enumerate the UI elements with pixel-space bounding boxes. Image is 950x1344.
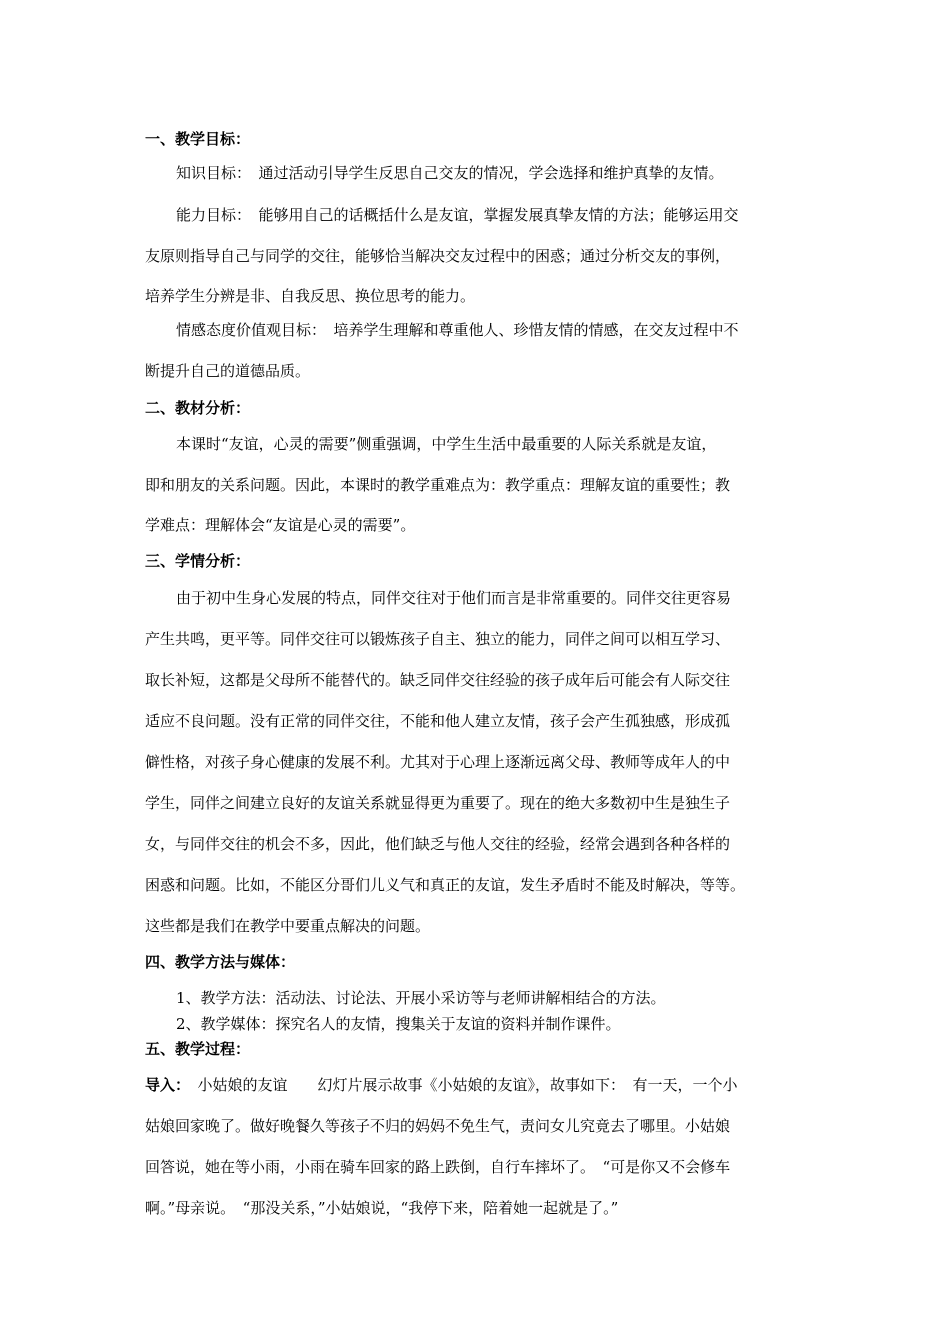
paragraph-line: 本课时“友谊，心灵的需要”侧重强调，中学生生活中最重要的人际关系就是友谊， — [176, 435, 717, 453]
intro-label: 导入： — [145, 1076, 183, 1094]
paragraph-line: 即和朋友的关系问题。因此，本课时的教学重难点为：教学重点：理解友谊的重要性；教 — [145, 476, 731, 494]
section-heading-methods: 四、教学方法与媒体： — [145, 953, 296, 971]
paragraph-line: 僻性格，对孩子身心健康的发展不利。尤其对于心理上逐渐远离父母、教师等成年人的中 — [145, 753, 731, 771]
paragraph-line: 姑娘回家晚了。做好晚餐久等孩子不归的妈妈不免生气，责问女儿究竟去了哪里。小姑娘 — [145, 1117, 731, 1135]
paragraph-line: 能力目标： 能够用自己的话概括什么是友谊，掌握发展真挚友情的方法；能够运用交 — [176, 206, 739, 224]
section-heading-learner: 三、学情分析： — [145, 552, 251, 570]
paragraph-line: 困惑和问题。比如，不能区分哥们儿义气和真正的友谊，发生矛盾时不能及时解决，等等。 — [145, 876, 746, 894]
section-heading-objectives: 一、教学目标： — [145, 130, 251, 148]
paragraph-line: 取长补短，这都是父母所不能替代的。缺乏同伴交往经验的孩子成年后可能会有人际交往 — [145, 671, 731, 689]
paragraph-line: 情感态度价值观目标： 培养学生理解和尊重他人、珍惜友情的情感，在交友过程中不 — [176, 321, 739, 339]
paragraph-line: 这些都是我们在教学中要重点解决的问题。 — [145, 917, 431, 935]
paragraph-line: 啊。”母亲说。 “那没关系，”小姑娘说，“我停下来，陪着她一起就是了。” — [145, 1199, 619, 1217]
paragraph-line: 学难点：理解体会“友谊是心灵的需要”。 — [145, 516, 416, 534]
paragraph-line: 培养学生分辨是非、自我反思、换位思考的能力。 — [145, 287, 476, 305]
list-item: 2、教学媒体：探究名人的友情，搜集关于友谊的资料并制作课件。 — [176, 1015, 621, 1033]
list-item: 1、教学方法：活动法、讨论法、开展小采访等与老师讲解相结合的方法。 — [176, 989, 666, 1007]
paragraph-line: 适应不良问题。没有正常的同伴交往，不能和他人建立友情，孩子会产生孤独感，形成孤 — [145, 712, 731, 730]
paragraph-line: 友原则指导自己与同学的交往，能够恰当解决交友过程中的困惑；通过分析交友的事例， — [145, 247, 731, 265]
paragraph-line: 学生，同伴之间建立良好的友谊关系就显得更为重要了。现在的绝大多数初中生是独生子 — [145, 794, 731, 812]
paragraph-line: 知识目标： 通过活动引导学生反思自己交友的情况，学会选择和维护真挚的友情。 — [176, 164, 724, 182]
paragraph-line: 断提升自己的道德品质。 — [145, 362, 311, 380]
paragraph-line: 由于初中生身心发展的特点，同伴交往对于他们而言是非常重要的。同伴交往更容易 — [176, 589, 732, 607]
intro-line — [145, 1074, 738, 1095]
section-heading-process: 五、教学过程： — [145, 1040, 251, 1058]
intro-text: 小姑娘的友谊 幻灯片展示故事《小姑娘的友谊》，故事如下： 有一天，一个小 — [182, 1076, 738, 1094]
paragraph-line: 产生共鸣，更平等。同伴交往可以锻炼孩子自主、独立的能力，同伴之间可以相互学习、 — [145, 630, 731, 648]
section-heading-textbook: 二、教材分析： — [145, 399, 251, 417]
paragraph-line: 回答说，她在等小雨，小雨在骑车回家的路上跌倒，自行车摔坏了。 “可是你又不会修车 — [145, 1158, 731, 1176]
paragraph-line: 女，与同伴交往的机会不多，因此，他们缺乏与他人交往的经验，经常会遇到各种各样的 — [145, 835, 731, 853]
